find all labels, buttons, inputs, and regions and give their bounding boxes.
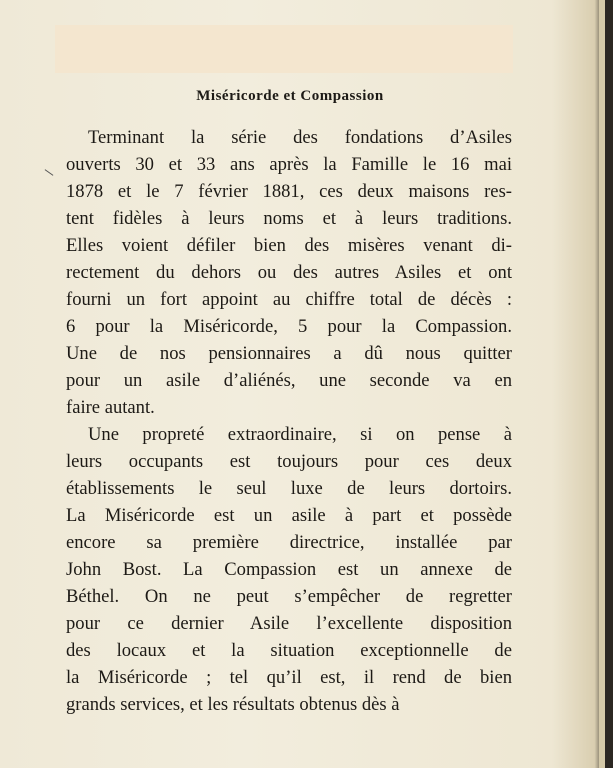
text-line: Une de nos pensionnaires a dû nous quitter [66,343,512,364]
text-line: Béthel. On ne peut s’empêcher de regretter [66,586,512,607]
text-line: fourni un fort appoint au chiffre total de décès : [66,289,512,310]
section-title: Miséricorde et Compassion [196,88,384,104]
text-line: rectement du dehors ou des autres Asiles et ont [66,262,512,283]
text-line: pour un asile d’aliénés, une seconde va en [66,370,512,391]
text-line: tent fidèles à leurs noms et à leurs traditions. [66,208,512,229]
text-line: 6 pour la Miséricorde, 5 pour la Compassion. [66,316,512,337]
text-line: Terminant la série des fondations d’Asiles [88,127,512,148]
text-line: leurs occupants est toujours pour ces deux [66,451,512,472]
text-line: établissements le seul luxe de leurs dortoirs. [66,478,512,499]
paper-label [55,25,513,73]
text-line: des locaux et la situation exceptionnelle de [66,640,512,661]
text-line: 1878 et le 7 février 1881, ces deux maisons res- [66,181,512,202]
text-line: Une propreté extraordinaire, si on pense à [88,424,512,445]
text-line: grands services, et les résultats obtenus dès à [66,694,400,715]
text-line: encore sa première directrice, installée par [66,532,512,553]
body-text [66,124,512,718]
text-line: pour ce dernier Asile l’excellente disposition [66,613,512,634]
text-line: faire autant. [66,397,155,418]
book-edge [605,0,613,768]
text-line: ouverts 30 et 33 ans après la Famille le 16 mai [66,154,512,175]
text-line: La Miséricorde est un asile à part et possède [66,505,512,526]
text-line: John Bost. La Compassion est un annexe de [66,559,512,580]
text-line: Elles voient défiler bien des misères venant di- [66,235,512,256]
text-line: la Miséricorde ; tel qu’il est, il rend de bien [66,667,512,688]
